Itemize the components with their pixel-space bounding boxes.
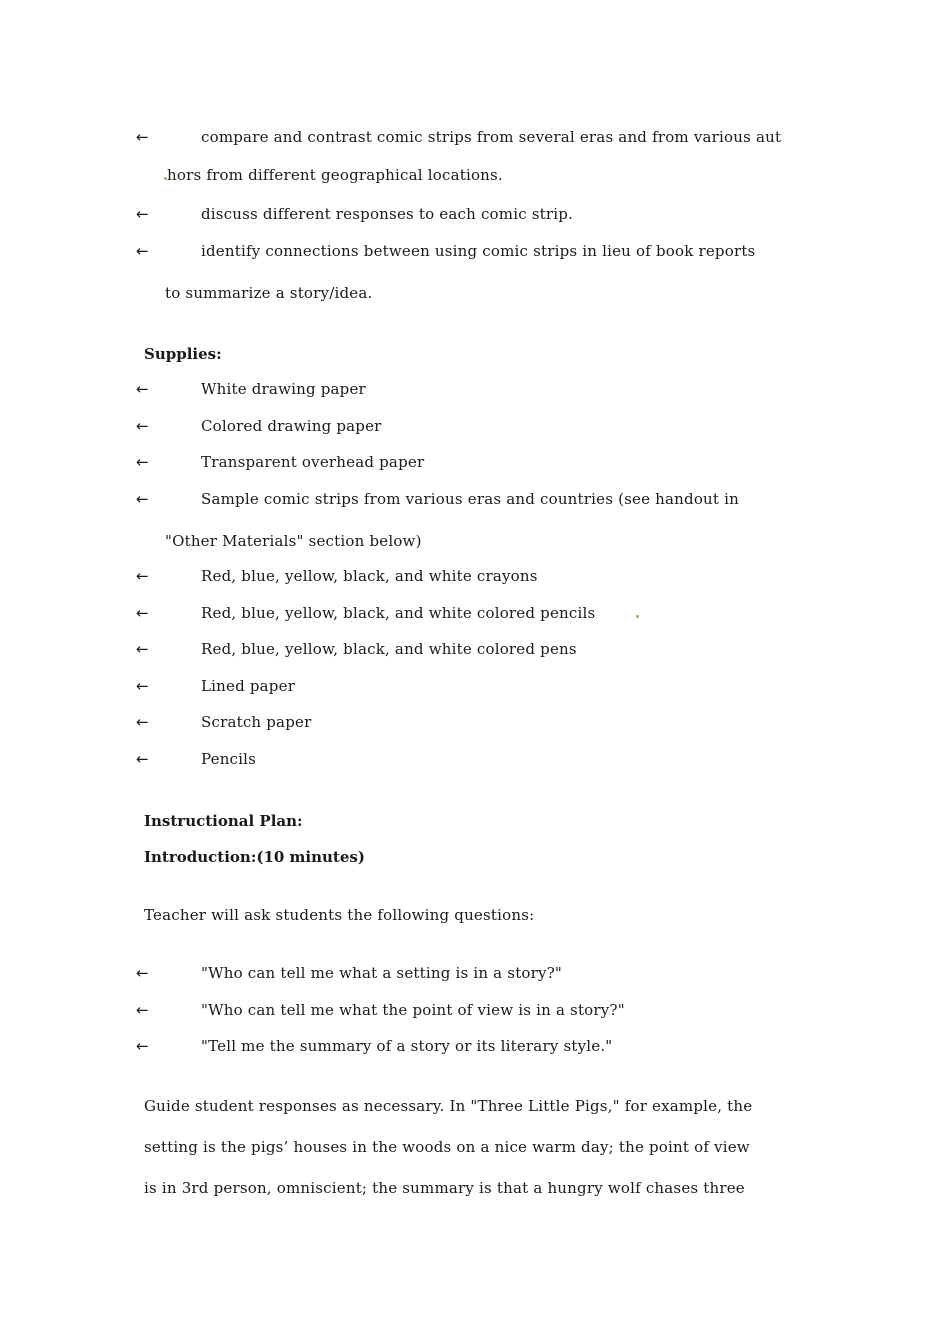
bullet-arrow-icon: ← bbox=[136, 242, 149, 260]
supply-item: Red, blue, yellow, black, and white colored pens bbox=[201, 640, 577, 658]
bullet-arrow-icon: ← bbox=[136, 964, 149, 982]
questions-lead-text: Teacher will ask students the following questions: bbox=[144, 906, 535, 924]
supply-item: Scratch paper bbox=[201, 713, 312, 731]
supply-item: Transparent overhead paper bbox=[201, 453, 425, 471]
supply-item: Lined paper bbox=[201, 677, 296, 695]
bullet-arrow-icon: ← bbox=[136, 453, 149, 471]
guide-paragraph-line: setting is the pigs’ houses in the woods on a nice warm day; the point of view bbox=[144, 1138, 750, 1156]
bullet-arrow-icon: ← bbox=[136, 205, 149, 223]
bullet-arrow-icon: ← bbox=[136, 490, 149, 508]
bullet-arrow-icon: ← bbox=[136, 380, 149, 398]
bullet-arrow-icon: ← bbox=[136, 640, 149, 658]
supplies-heading: Supplies: bbox=[144, 345, 222, 363]
bullet-arrow-icon: ← bbox=[136, 713, 149, 731]
objective-item-1-cont: hors from different geographical locations. bbox=[167, 166, 503, 184]
instructional-plan-heading: Instructional Plan: bbox=[144, 812, 303, 830]
marker-dot bbox=[636, 615, 639, 618]
bullet-arrow-icon: ← bbox=[136, 1001, 149, 1019]
guide-paragraph-line: Guide student responses as necessary. In "Three Little Pigs," for example, the bbox=[144, 1097, 753, 1115]
introduction-heading: Introduction:(10 minutes) bbox=[144, 848, 365, 866]
question-item: "Who can tell me what the point of view is in a story?" bbox=[201, 1001, 625, 1019]
bullet-arrow-icon: ← bbox=[136, 1037, 149, 1055]
question-item: "Who can tell me what a setting is in a story?" bbox=[201, 964, 563, 982]
guide-paragraph-line: is in 3rd person, omniscient; the summary is that a hungry wolf chases three bbox=[144, 1179, 745, 1197]
supply-item: Pencils bbox=[201, 750, 257, 768]
objective-item-1: compare and contrast comic strips from several eras and from various aut bbox=[201, 128, 782, 146]
objective-item-2: discuss different responses to each comic strip. bbox=[201, 205, 574, 223]
question-item: "Tell me the summary of a story or its literary style." bbox=[201, 1037, 613, 1055]
bullet-arrow-icon: ← bbox=[136, 417, 149, 435]
objective-item-3: identify connections between using comic strips in lieu of book reports bbox=[201, 242, 756, 260]
supply-item-cont: "Other Materials" section below) bbox=[165, 532, 422, 550]
bullet-arrow-icon: ← bbox=[136, 128, 149, 146]
supply-item: Red, blue, yellow, black, and white colored pencils bbox=[201, 604, 596, 622]
supply-item: Sample comic strips from various eras and countries (see handout in bbox=[201, 490, 739, 508]
bullet-arrow-icon: ← bbox=[136, 567, 149, 585]
supply-item: White drawing paper bbox=[201, 380, 366, 398]
bullet-arrow-icon: ← bbox=[136, 750, 149, 768]
objective-item-3-cont: to summarize a story/idea. bbox=[165, 284, 373, 302]
supply-item: Colored drawing paper bbox=[201, 417, 382, 435]
bullet-arrow-icon: ← bbox=[136, 677, 149, 695]
supply-item: Red, blue, yellow, black, and white crayons bbox=[201, 567, 538, 585]
bullet-arrow-icon: ← bbox=[136, 604, 149, 622]
